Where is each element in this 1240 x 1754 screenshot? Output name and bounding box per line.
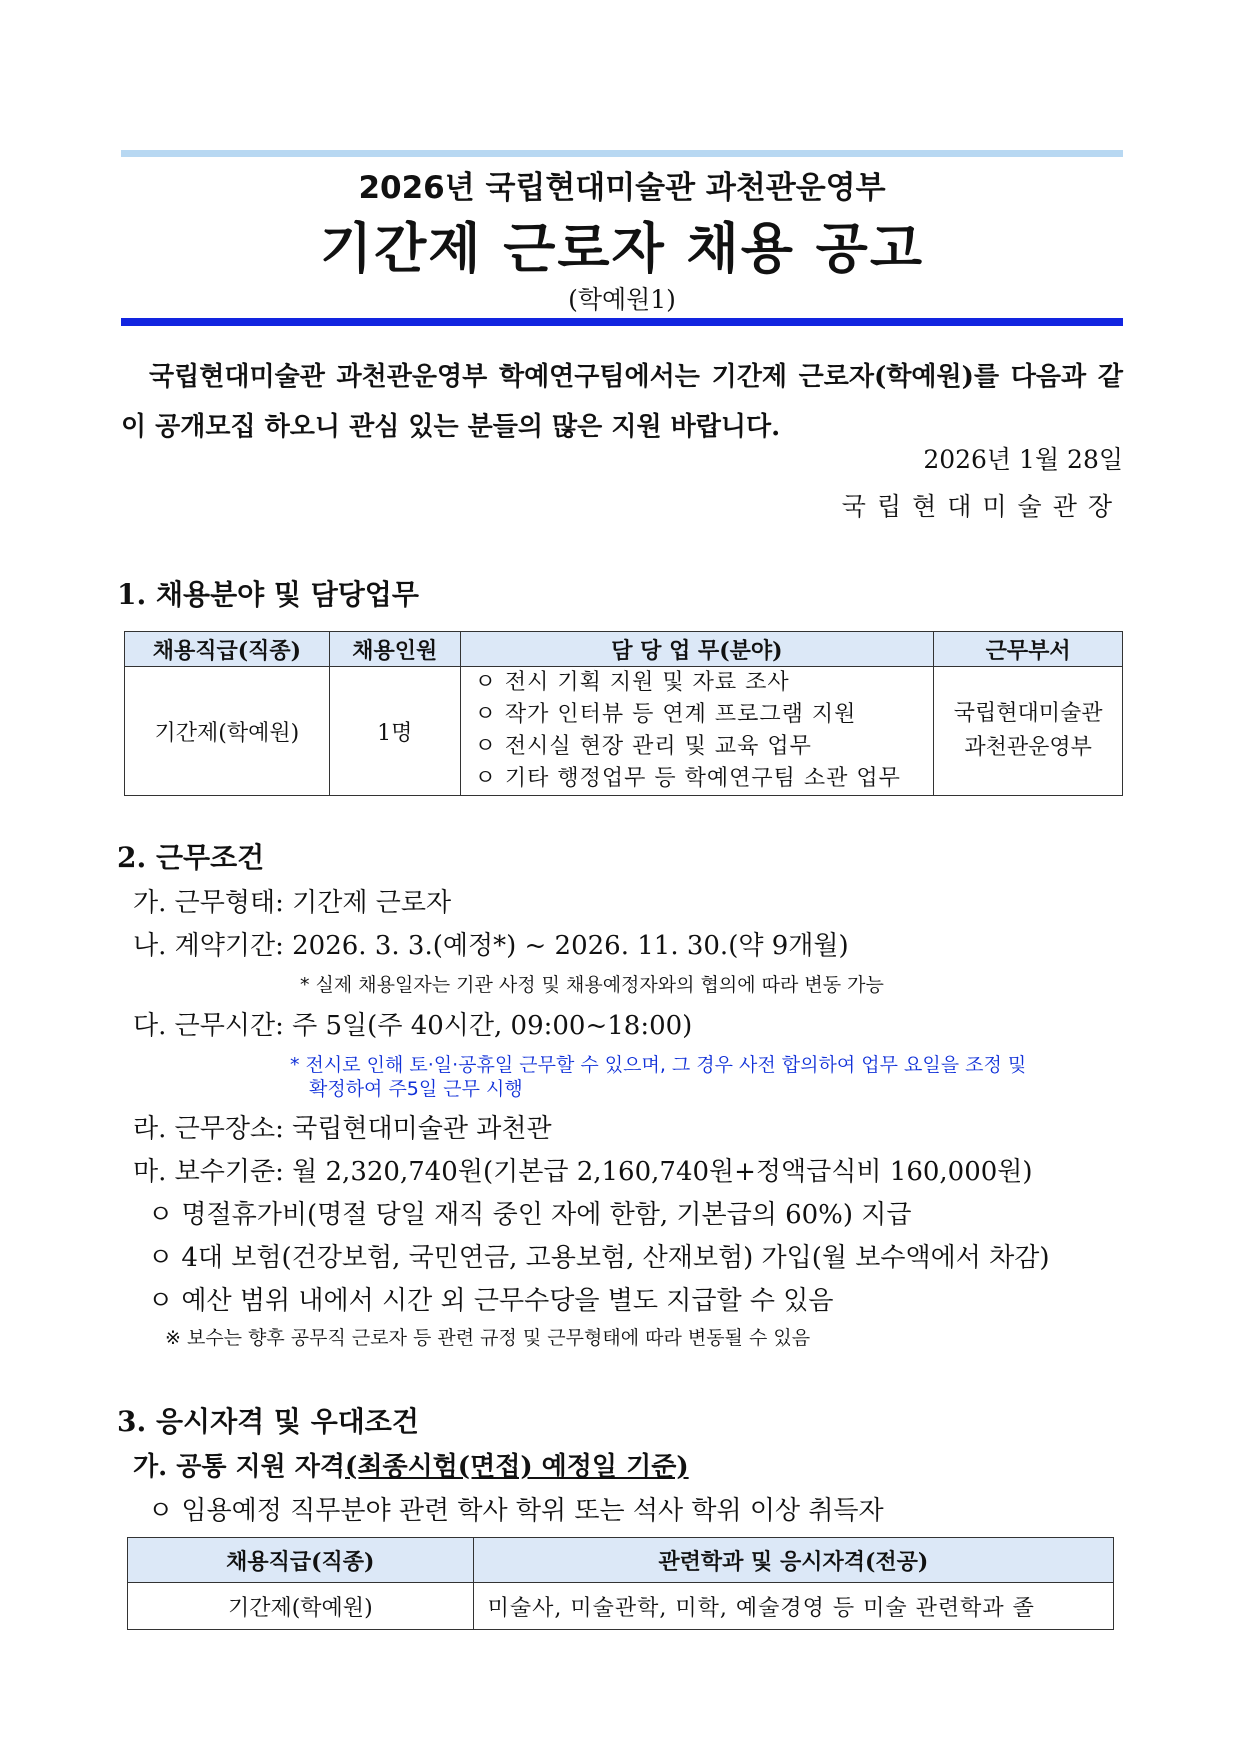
- page-title: 기간제 근로자 채용 공고: [319, 217, 925, 280]
- section1-title: 1. 채용분야 및 담당업무: [117, 578, 419, 611]
- contract-period: 나. 계약기간: 2026. 3. 3.(예정*) ~ 2026. 11. 30.(약 9개월): [133, 931, 849, 961]
- table-header: 담 당 업 무(분야): [460, 632, 934, 667]
- duties-cell: [460, 667, 934, 796]
- table-header: 채용직급(직종): [128, 1538, 474, 1583]
- section3-title: 3. 응시자격 및 우대조건: [117, 1405, 419, 1438]
- header-bottom-rule: [121, 318, 1123, 326]
- table-row: [128, 1583, 1114, 1630]
- recruitment-table: [124, 631, 1123, 796]
- work-hours: 다. 근무시간: 주 5일(주 40시간, 09:00~18:00): [133, 1011, 693, 1041]
- duty-item: ㅇ 전시 기획 지원 및 자료 조사: [474, 670, 790, 695]
- qualification-table: [127, 1537, 1114, 1630]
- duty-item: ㅇ 전시실 현장 관리 및 교육 업무: [474, 734, 812, 759]
- salary-basis: 마. 보수기준: 월 2,320,740원(기본급 2,160,740원+정액급식비 160,000원): [133, 1157, 1033, 1187]
- salary-item: ㅇ 4대 보험(건강보험, 국민연금, 고용보험, 산재보험) 가입(월 보수액에서 차감): [148, 1243, 1050, 1273]
- table-header: 채용인원: [329, 632, 460, 667]
- common-qualification-label: 가. 공통 지원 자격: [133, 1452, 346, 1482]
- duty-item: ㅇ 기타 행정업무 등 학예연구팀 소관 업무: [474, 766, 901, 791]
- table-row: [125, 667, 1123, 796]
- salary-item: ㅇ 명절휴가비(명절 당일 재직 중인 자에 한함, 기본급의 60%) 지급: [148, 1200, 912, 1230]
- duty-item: ㅇ 작가 인터뷰 등 연계 프로그램 지원: [474, 702, 857, 727]
- page-subtitle: (학예원1): [568, 285, 676, 314]
- table-header: 관련학과 및 응시자격(전공): [473, 1538, 1113, 1583]
- contract-note: * 실제 채용일자는 기관 사정 및 채용예정자와의 협의에 따라 변동 가능: [300, 974, 884, 996]
- department-line: 국립현대미술관: [953, 701, 1103, 726]
- qualification-item: ㅇ 임용예정 직무분야 관련 학사 학위 또는 석사 학위 이상 취득자: [148, 1496, 884, 1526]
- table-header-row: [125, 632, 1123, 667]
- department-cell: [934, 667, 1123, 796]
- section2-title: 2. 근무조건: [117, 841, 265, 874]
- qualification-cell: 미술사, 미술관학, 미학, 예술경영 등 미술 관련학과 졸: [473, 1583, 1113, 1630]
- position-cell: 기간제(학예원): [125, 667, 330, 796]
- table-header: 채용직급(직종): [125, 632, 330, 667]
- work-type: 가. 근무형태: 기간제 근로자: [133, 888, 452, 918]
- position-cell: 기간제(학예원): [128, 1583, 474, 1630]
- count-cell: 1명: [329, 667, 460, 796]
- header-line1: 2026년 국립현대미술관 과천관운영부: [358, 170, 886, 206]
- department-line: 과천관운영부: [964, 735, 1092, 760]
- salary-note: ※ 보수는 향후 공무직 근로자 등 관련 규정 및 근무형태에 따라 변동될 수 있음: [165, 1327, 811, 1349]
- notice-date: 2026년 1월 28일: [923, 445, 1123, 474]
- common-qualification: [133, 1446, 689, 1483]
- table-header-row: [128, 1538, 1114, 1583]
- table-header: 근무부서: [934, 632, 1123, 667]
- qualification-basis-date: (최종시험(면접) 예정일 기준): [345, 1452, 689, 1482]
- intro-paragraph: 국립현대미술관 과천관운영부 학예연구팀에서는 기간제 근로자(학예원)를 다음과 같이 공개모집 하오니 관심 있는 분들의 많은 지원 바랍니다.: [121, 362, 1123, 442]
- work-hours-note: * 전시로 인해 토·일·공휴일 근무할 수 있으며, 그 경우 사전 합의하여 업무 요일을 조정 및: [290, 1054, 1027, 1076]
- salary-item: ㅇ 예산 범위 내에서 시간 외 근무수당을 별도 지급할 수 있음: [148, 1286, 834, 1316]
- work-hours-note-cont: 확정하여 주5일 근무 시행: [309, 1078, 523, 1100]
- issuer: 국립현대미술관장: [841, 492, 1123, 521]
- work-place: 라. 근무장소: 국립현대미술관 과천관: [133, 1114, 552, 1144]
- header-top-rule: [121, 150, 1123, 157]
